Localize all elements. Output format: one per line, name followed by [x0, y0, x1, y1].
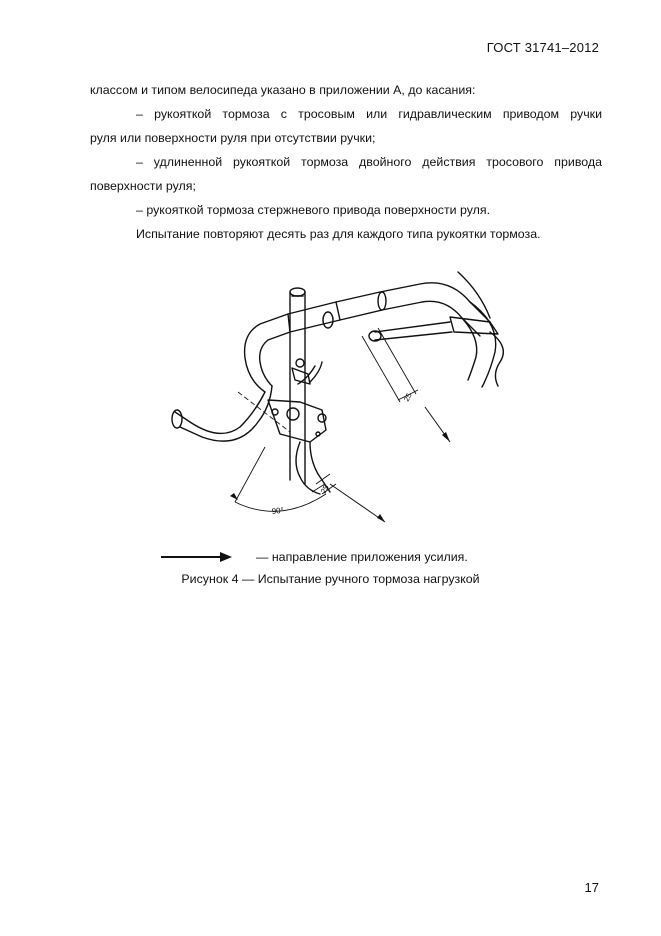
figure-caption: Рисунок 4 — Испытание ручного тормоза нагрузкой — [181, 572, 480, 586]
paragraph-intro: классом и типом велосипеда указано в приложении А, до касания: — [90, 83, 476, 97]
legend-text: — направление приложения усилия. — [256, 550, 468, 564]
brake-handlebar-drawing — [150, 262, 520, 532]
list-item-2-line-2: поверхности руля; — [90, 179, 196, 193]
force-direction-arrow-icon — [160, 550, 232, 564]
list-item-3: – рукояткой тормоза стержневого привода поверхности руля. — [136, 203, 491, 217]
dimension-label-right: 25 — [401, 391, 414, 403]
brake-test-figure — [150, 262, 520, 532]
document-code-header: ГОСТ 31741–2012 — [486, 40, 599, 55]
list-item-2-line-1: – удлиненной рукояткой тормоза двойного действия тросового привода — [136, 155, 602, 169]
paragraph-repeat: Испытание повторяют десять раз для каждого типа рукоятки тормоза. — [136, 227, 541, 241]
list-item-1-line-2: руля или поверхности руля при отсутствии ручки; — [90, 131, 376, 145]
angle-label: 90° — [271, 505, 285, 516]
page-number: 17 — [584, 880, 599, 895]
figure-legend — [160, 548, 560, 568]
dimension-label-left: 25 — [318, 483, 331, 495]
list-item-1-line-1: – рукояткой тормоза с тросовым или гидравлическим приводом ручки — [136, 107, 602, 121]
body-text — [90, 78, 602, 246]
